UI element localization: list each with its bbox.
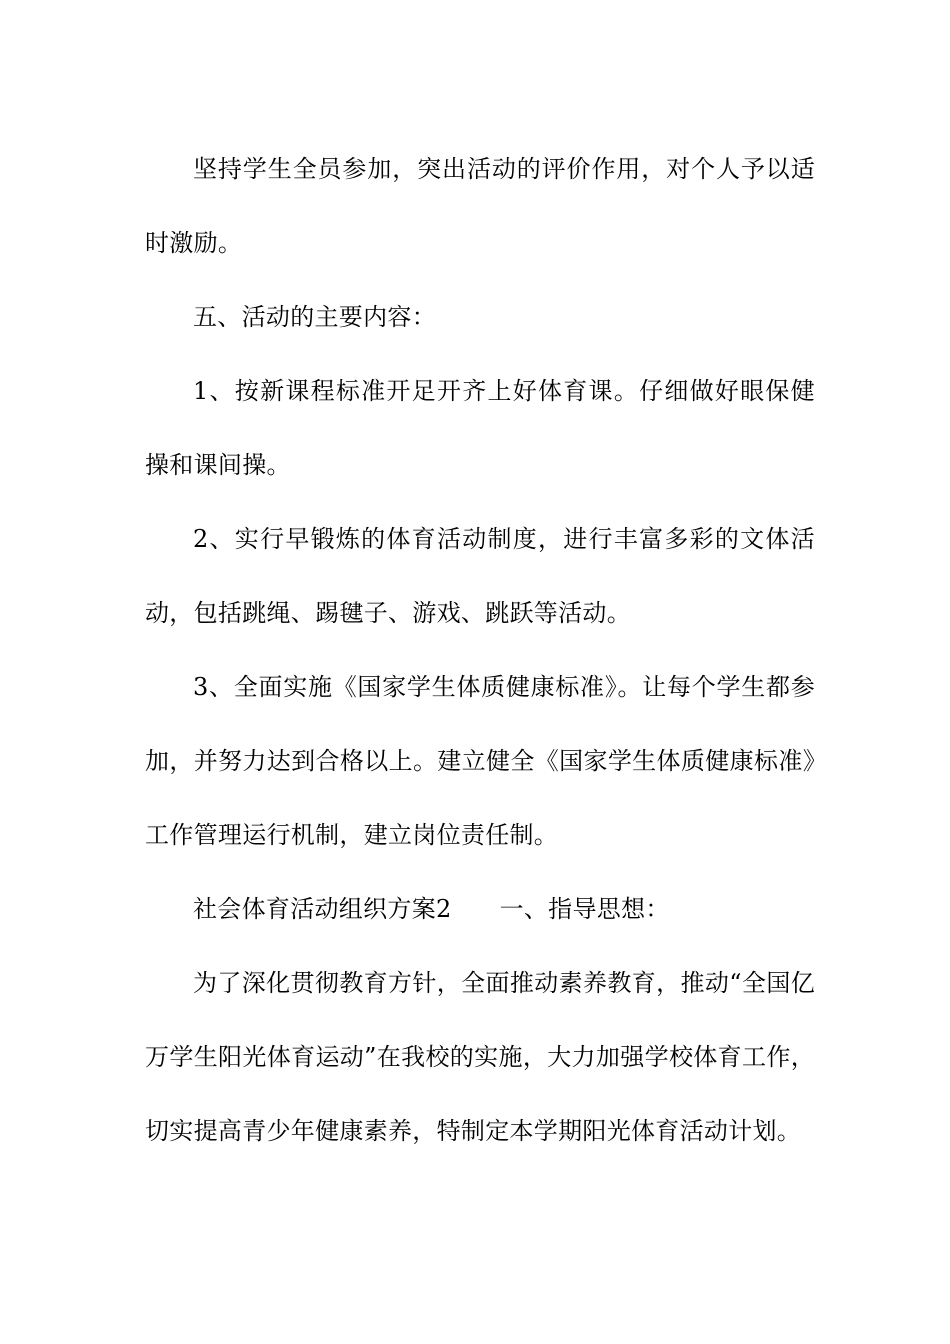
paragraph: 1、按新课程标准开足开齐上好体育课。仔细做好眼保健操和课间操。 [145,377,815,479]
paragraph: 为了深化贯彻教育方针，全面推动素养教育，推动“全国亿万学生阳光体育运动”在我校的实施，大力加强学校体育工作，切实提高青少年健康素养，特制定本学期阳光体育活动计划。 [145,969,815,1145]
section-line [145,872,815,946]
paragraph: 坚持学生全员参加，突出活动的评价作用，对个人予以适时激励。 [145,155,815,257]
paragraph: 五、活动的主要内容： [193,303,436,331]
section-title: 社会体育活动组织方案2 [193,895,452,923]
paragraph: 2、实行早锻炼的体育活动制度，进行丰富多彩的文体活动，包括跳绳、踢毽子、游戏、跳跃等活动。 [145,525,815,627]
paragraph: 3、全面实施《国家学生体质健康标准》。让每个学生都参加，并努力达到合格以上。建立健全《国家学生体质健康标准》工作管理运行机制，建立岗位责任制。 [145,673,815,849]
document-body [145,132,815,1168]
section-heading: 一、指导思想： [499,895,670,923]
